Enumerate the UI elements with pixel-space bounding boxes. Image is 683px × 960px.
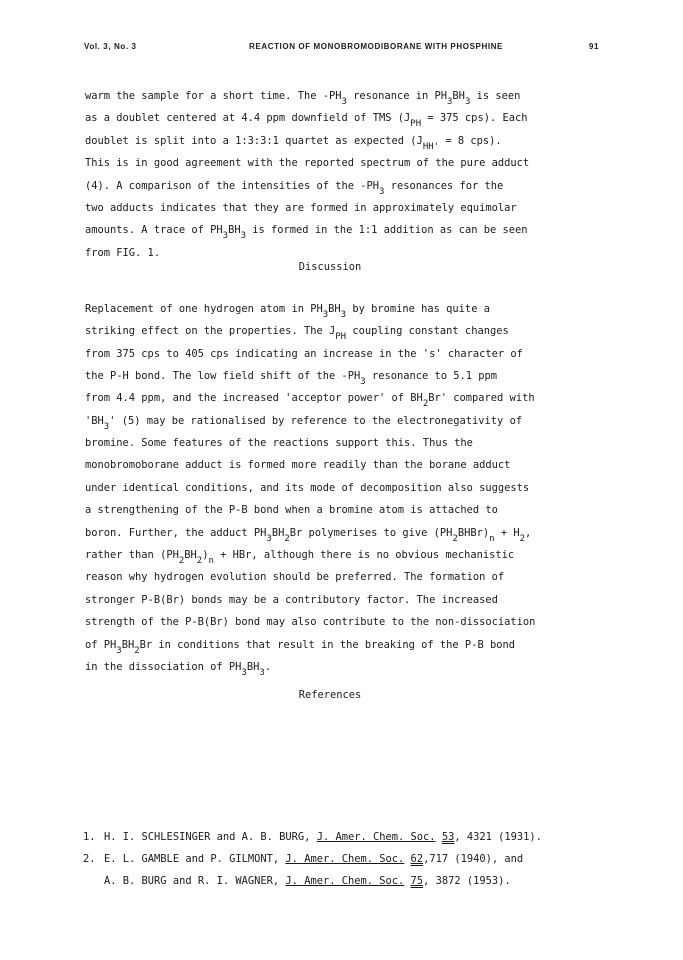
paragraph-discussion — [85, 301, 575, 682]
article-body — [85, 88, 575, 703]
reference-item — [83, 851, 593, 873]
text-line: boron. Further, the adduct $PH_3BH_2Br$ polymerises to give $(PH_2BHBr)_n + H_2$, — [85, 526, 532, 544]
text-line: monobromoborane adduct is formed more readily than the borane adduct — [85, 459, 511, 472]
text-line: rather than $(PH_2BH_2)_n$ + HBr, although there is no obvious mechanistic — [85, 549, 515, 567]
text-line: the P-H bond. The low field shift of the $-PH_3$ resonance to 5.1 ppm — [85, 369, 498, 387]
text-line: (4). A comparison of the intensities of the $-PH_3$ resonances for the — [85, 179, 504, 197]
text-line: Replacement of one hydrogen atom in $PH_3BH_3$ by bromine has quite a — [85, 302, 490, 320]
volume-label: Vol. 3, No. 3 — [84, 42, 137, 51]
section-heading-discussion: Discussion — [298, 260, 362, 273]
running-title: REACTION OF MONOBROMODIBORANE WITH PHOSPHINE — [249, 42, 503, 51]
text-line: stronger P-B(Br) bonds may be a contributory factor. The increased — [85, 593, 498, 606]
text-line: doublet is split into a 1:3:3:1 quartet as expected ($J_{HH'} = 8$ cps). — [85, 134, 502, 152]
text-line: in the dissociation of $PH_3BH_3$. — [85, 660, 272, 678]
text-line: from 375 cps to 405 cps indicating an increase in the 's' character of — [85, 347, 523, 360]
text-line: strength of the P-B(Br) bond may also contribute to the non-dissociation — [85, 616, 536, 629]
text-line: under identical conditions, and its mode of decomposition also suggests — [85, 481, 530, 494]
paragraph-results — [85, 88, 575, 259]
reference-item-continuation — [83, 873, 593, 895]
text-line: bromine. Some features of the reactions support this. Thus the — [85, 437, 473, 450]
text-line: '$BH_3$' (5) may be rationalised by reference to the electronegativity of — [85, 414, 523, 432]
text-line: of $PH_3BH_2Br$ in conditions that result in the breaking of the P-B bond — [85, 638, 515, 656]
reference-item — [83, 829, 593, 851]
reference-number: 2. — [83, 853, 96, 865]
page-number: 91 — [588, 42, 599, 51]
spacer — [85, 275, 575, 301]
text-line: as a doublet centered at 4.4 ppm downfield of TMS ($J_{PH} = 375$ cps). Each — [85, 112, 528, 130]
section-heading-references: References — [298, 689, 362, 702]
text-line: striking effect on the properties. The $J_{PH}$ coupling constant changes — [85, 325, 509, 343]
reference-number: 1. — [83, 831, 96, 843]
text-line: This is in good agreement with the reported spectrum of the pure adduct — [85, 157, 530, 170]
text-line: amounts. A trace of $PH_3BH_3$ is formed in the 1:1 addition as can be seen — [85, 224, 528, 242]
text-line: warm the sample for a short time. The $-PH_3$ resonance in $PH_3BH_3$ is seen — [85, 90, 521, 107]
reference-list — [83, 829, 593, 895]
text-line: from FIG. 1. — [85, 246, 161, 259]
text-line: two adducts indicates that they are formed in approximately equimolar — [85, 201, 517, 214]
text-line: reason why hydrogen evolution should be preferred. The formation of — [85, 571, 505, 584]
reference-text: H. I. SCHLESINGER and A. B. BURG, J. Amer. Chem. Soc. 53, 4321 (1931). — [104, 831, 542, 843]
reference-text: A. B. BURG and R. I. WAGNER, J. Amer. Chem. Soc. 75, 3872 (1953). — [104, 875, 511, 887]
text-line: a strengthening of the P-B bond when a bromine atom is attached to — [85, 504, 498, 517]
text-line: from 4.4 ppm, and the increased 'acceptor power' of $BH_2Br'$ compared with — [85, 392, 535, 410]
running-header — [84, 42, 599, 54]
reference-text: E. L. GAMBLE and P. GILMONT, J. Amer. Chem. Soc. 62,717 (1940), and — [104, 853, 524, 865]
